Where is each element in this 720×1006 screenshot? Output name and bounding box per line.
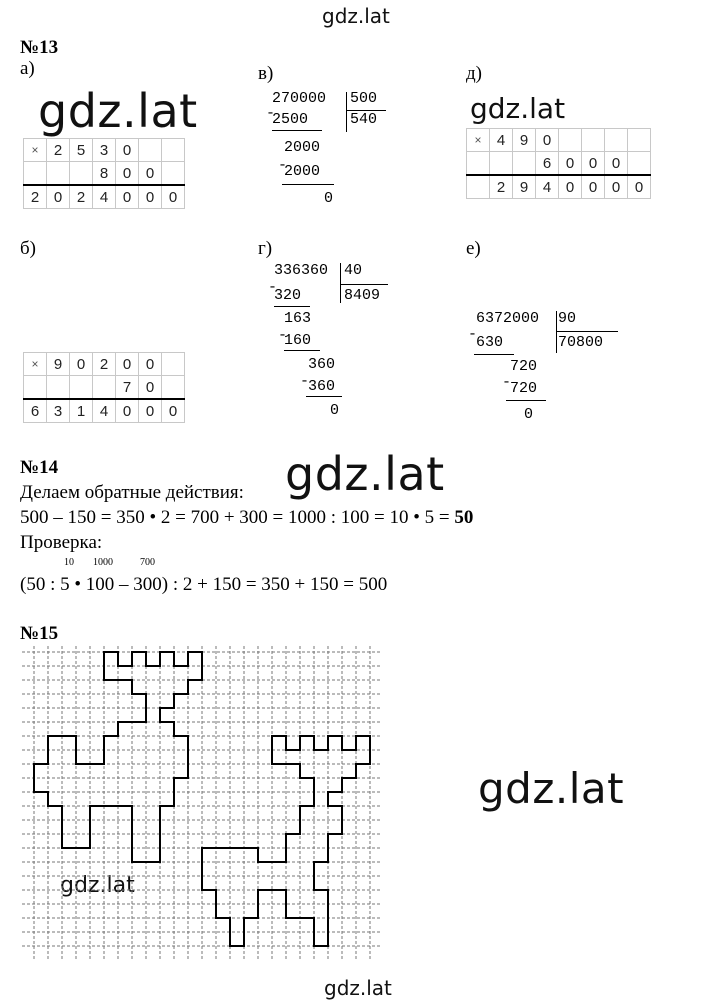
quotient: 540 [350,111,378,128]
remainder: 360 [308,356,336,373]
digit: 4 [490,129,513,152]
watermark-right: gdz.lat [478,764,625,813]
n14-title: №14 [20,457,59,478]
divisor: 40 [344,262,363,279]
minus-sign: - [266,105,276,122]
digit: 1 [70,399,93,423]
n14-line4: (50 : 5 • 100 – 300) : 2 + 150 = 350 + 150 = 500 [20,574,388,595]
n15-title: №15 [20,623,59,644]
remainder: 163 [284,310,312,327]
watermark-grid: gdz.lat [60,873,135,898]
digit: 0 [582,175,605,199]
remainder: 0 [330,402,340,419]
digit: 0 [70,353,93,376]
digit: 3 [47,399,70,423]
n13-v-label: в) [258,63,274,84]
digit: 0 [139,399,162,423]
n13-g-label: г) [258,238,273,259]
digit: 6 [536,152,559,176]
digit: 6 [24,399,47,423]
minus-sign: - [468,326,478,343]
digit: 0 [559,152,582,176]
remainder: 720 [510,358,538,375]
n13-a-label: а) [20,58,35,79]
digit: 9 [513,175,536,199]
digit: 9 [47,353,70,376]
minus-sign: - [278,327,288,344]
digit: 9 [513,129,536,152]
subtrahend: 630 [476,334,504,351]
digit: 0 [116,139,139,162]
watermark-n14: gdz.lat [285,447,445,501]
subtrahend: 320 [274,287,302,304]
digit: 0 [582,152,605,176]
minus-sign: - [502,374,512,391]
subtrahend: 160 [284,332,312,349]
digit: 0 [162,185,185,209]
watermark-top: gdz.lat [322,4,390,28]
remainder: 0 [524,406,534,423]
n14-line2-text: 500 – 150 = 350 • 2 = 700 + 300 = 1000 : 100 = 10 • 5 = [20,507,455,528]
digit: 0 [116,353,139,376]
subtrahend: 720 [510,380,538,397]
subtrahend: 2500 [272,111,309,128]
mult-sign: × [24,353,47,376]
n14-line3: Проверка: [20,532,103,553]
watermark-a: gdz.lat [38,84,198,138]
dividend: 6372000 [476,310,540,327]
divisor: 90 [558,310,577,327]
digit: 0 [47,185,70,209]
digit: 0 [139,185,162,209]
n13-title: №13 [20,37,59,58]
mult-sign: × [24,139,47,162]
digit: 5 [70,139,93,162]
digit: 4 [93,399,116,423]
digit: 2 [47,139,70,162]
n14-note: 10 [64,557,74,568]
remainder: 2000 [284,139,321,156]
grid-lines [22,646,380,960]
minus-sign: - [300,373,310,390]
digit: 8 [93,162,116,186]
subtrahend: 360 [308,378,336,395]
subtrahend: 2000 [284,163,321,180]
watermark-d: gdz.lat [470,92,566,125]
dividend: 270000 [272,90,327,107]
digit: 4 [93,185,116,209]
minus-sign: - [268,279,278,296]
mult-sign: × [467,129,490,152]
digit: 2 [24,185,47,209]
n14-note: 1000 [93,557,113,568]
watermark-bottom: gdz.lat [324,976,392,1000]
digit: 0 [536,129,559,152]
digit: 0 [139,162,162,186]
digit: 4 [536,175,559,199]
digit: 0 [116,162,139,186]
digit: 7 [116,376,139,400]
n14-note: 700 [140,557,155,568]
digit: 0 [628,175,651,199]
quotient: 70800 [558,334,604,351]
n13-e-label: е) [466,238,481,259]
digit: 0 [162,399,185,423]
dividend: 336360 [274,262,329,279]
minus-sign: - [278,157,288,174]
n14-line1: Делаем обратные действия: [20,482,244,503]
digit: 2 [93,353,116,376]
digit: 0 [605,152,628,176]
divisor: 500 [350,90,378,107]
digit: 0 [139,376,162,400]
digit: 0 [116,399,139,423]
n13-d-label: д) [466,63,482,84]
digit: 2 [70,185,93,209]
remainder: 0 [324,190,334,207]
n14-answer: 50 [454,507,474,528]
digit: 0 [559,175,582,199]
digit: 0 [116,185,139,209]
digit: 3 [93,139,116,162]
digit: 2 [490,175,513,199]
quotient: 8409 [344,287,381,304]
digit: 0 [139,353,162,376]
digit: 0 [605,175,628,199]
n13-b-label: б) [20,238,36,259]
